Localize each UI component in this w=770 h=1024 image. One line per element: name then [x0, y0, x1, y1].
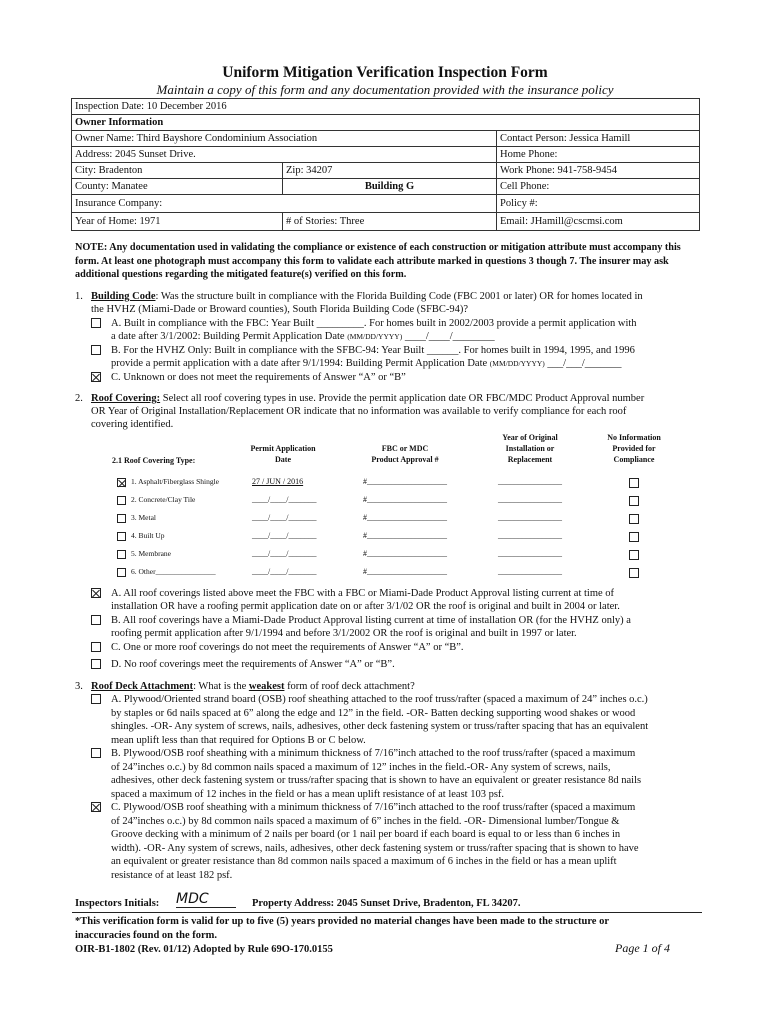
roof-type-checkbox[interactable] [117, 568, 126, 577]
q2-a-line2: installation OR have a roofing permit application date on or after 3/1/02 OR the roof is original and built in 2004 or later. [111, 601, 620, 612]
permit-date[interactable]: ____/____/_______ [252, 567, 317, 576]
q3-a-checkbox[interactable] [91, 694, 101, 704]
q2-d: D. No roof coverings meet the requirements of Answer “A” or “B”. [111, 659, 395, 670]
q2-text2: OR Year of Original Installation/Replacement OR indicate that no information was available to verify compliance for each roof [91, 406, 627, 417]
cell-phone: Cell Phone: [497, 179, 700, 195]
home-phone: Home Phone: [497, 147, 700, 163]
q3-question: Roof Deck Attachment: What is the weakest form of roof deck attachment? [91, 681, 415, 692]
year-of-home: Year of Home: 1971 [72, 213, 283, 231]
roof-type-label: 4. Built Up [131, 531, 165, 540]
q2-d-checkbox[interactable] [91, 659, 101, 669]
form-subtitle: Maintain a copy of this form and any documentation provided with the insurance policy [156, 82, 614, 97]
q1-b-line1: B. For the HVHZ Only: Built in compliance with the SFBC-94: Year Built ______. For homes built in 1994, 1995, and 1996 [111, 345, 635, 356]
q2-b-line2: roofing permit application after 9/1/1994 and before 3/1/2002 OR the roof is original and built in 1997 or later. [111, 628, 577, 639]
permit-date[interactable]: 27 / JUN / 2016 [252, 477, 304, 486]
roof-type-label: 1. Asphalt/Fiberglass Shingle [131, 477, 219, 486]
q2-c: C. One or more roof coverings do not meet the requirements of Answer “A” or “B”. [111, 642, 464, 653]
col-year-installation: Year of Original Installation or Replacement [502, 433, 558, 464]
q3-heading: Roof Deck Attachment [91, 681, 194, 692]
inspector-initials: MDC [176, 891, 236, 908]
inspection-date: Inspection Date: 10 December 2016 [72, 99, 700, 115]
roof-type-label: 2. Concrete/Clay Tile [131, 495, 196, 504]
permit-date[interactable]: ____/____/_______ [252, 513, 317, 522]
building-label: Building G [283, 179, 497, 195]
roof-type-label: 5. Membrane [131, 549, 171, 558]
fbc-approval-field[interactable]: #____________________ [363, 477, 447, 486]
form-id: OIR-B1-1802 (Rev. 01/12) Adopted by Rule 69O-170.0155 [75, 944, 333, 955]
q3-b-checkbox[interactable] [91, 748, 101, 758]
validity-note-1: *This verification form is valid for up to five (5) years provided no material changes have been made to the structure or [75, 916, 609, 927]
q3-c: C. Plywood/OSB roof sheathing with a minimum thickness of 7/16”inch attached to the roof truss/rafter (spaced a maximum of 24”inches o.c.) by 8d common nails spaced a maximum of 6” inches in the field. -OR- Dimensional lumber/Tongue & Groove decking with a minimum of 2 nails per board (or 1 nail per board if each board is equal to or less than 6 inches in width). -OR- Any system of screws, nails, adhesives, other deck fastening system or truss/rafter spacing that is shown to have an equivalent or greater resistance than 8d common nails spaced a maximum of 6 inches in the field or has a mean uplift resistance of at least 182 psf. [111, 802, 639, 881]
q1-c-checkbox[interactable] [91, 372, 101, 382]
year-installation-field[interactable]: ________________ [498, 477, 562, 486]
q2-heading: Roof Covering: [91, 393, 161, 404]
q1-number: 1. [75, 291, 83, 302]
q1-question [91, 290, 703, 303]
col-permit-date: Permit Application Date [250, 444, 316, 464]
q2-text: Select all roof covering types in use. Provide the permit application date OR FBC/MDC Product Approval number [160, 393, 645, 404]
roof-type-checkbox[interactable] [117, 514, 126, 523]
permit-date[interactable]: ____/____/_______ [252, 531, 317, 540]
property-address: Property Address: 2045 Sunset Drive, Bradenton, FL 34207. [252, 898, 521, 909]
q2-a-checkbox[interactable] [91, 588, 101, 598]
fbc-approval-field[interactable]: #____________________ [363, 531, 447, 540]
no-info-checkbox[interactable] [629, 550, 639, 560]
no-info-checkbox[interactable] [629, 568, 639, 578]
year-installation-field[interactable]: ________________ [498, 513, 562, 522]
owner-name: Owner Name: Third Bayshore Condominium Association [72, 131, 497, 147]
contact-person: Contact Person: Jessica Hamill [497, 131, 700, 147]
q2-c-checkbox[interactable] [91, 642, 101, 652]
owner-info-table [71, 98, 700, 231]
footer-divider [72, 912, 702, 913]
col-roof-type: 2.1 Roof Covering Type: [112, 456, 196, 465]
year-installation-field[interactable]: ________________ [498, 495, 562, 504]
no-info-checkbox[interactable] [629, 478, 639, 488]
q2-b-line1: B. All roof coverings have a Miami-Dade Product Approval listing current at time of installation OR (for the HVHZ only) a [111, 615, 631, 626]
form-title: Uniform Mitigation Verification Inspection Form [222, 64, 548, 81]
q3-weakest: weakest [248, 681, 285, 692]
insurance-company: Insurance Company: [72, 195, 497, 213]
policy-number: Policy #: [497, 195, 700, 213]
validity-note-2: inaccuracies found on the form. [75, 930, 218, 941]
col-fbc-approval: FBC or MDC Product Approval # [371, 444, 439, 464]
q1-a-line1: A. Built in compliance with the FBC: Year Built _________. For homes built in 2002/2003 provide a permit application with [111, 318, 637, 329]
permit-date[interactable]: ____/____/_______ [252, 495, 317, 504]
q3-a: A. Plywood/Oriented strand board (OSB) roof sheathing attached to the roof truss/rafter (spaced a maximum of 24” inches o.c.) by staples or 6d nails spaced at 6” along the edge and 12” in the field. -OR- Batten decking supporting wood shakes or wood shingles. -OR- Any system of screws, nails, adhesives, other deck fastening system or truss/rafter spacing that has an equivalent mean uplift less than that required for Options B or C below. [111, 694, 649, 746]
roof-type-label: 3. Metal [131, 513, 156, 522]
address: Address: 2045 Sunset Drive. [72, 147, 497, 163]
q2-question [91, 392, 644, 405]
q1-b-checkbox[interactable] [91, 345, 101, 355]
roof-type-checkbox[interactable] [117, 550, 126, 559]
documentation-note: NOTE: Any documentation used in validating the compliance or existence of each construction or mitigation attribute must accompany this form. At least one photograph must accompany this form to validate each attribute marked in questions 3 though 7. The insurer may ask additional questions regarding the mitigated feature(s) verified on this form. [75, 242, 681, 280]
q1-c: C. Unknown or does not meet the requirements of Answer “A” or “B” [111, 372, 406, 383]
q2-b-checkbox[interactable] [91, 615, 101, 625]
q2-a-line1: A. All roof coverings listed above meet the FBC with a FBC or Miami-Dade Product Approval listing current at time of [111, 588, 615, 599]
year-installation-field[interactable]: ________________ [498, 549, 562, 558]
city: City: Bradenton [72, 163, 283, 179]
col-no-information: No Information Provided for Compliance [607, 433, 661, 464]
q3-number: 3. [75, 681, 83, 692]
fbc-approval-field[interactable]: #____________________ [363, 567, 447, 576]
fbc-approval-field[interactable]: #____________________ [363, 513, 447, 522]
no-info-checkbox[interactable] [629, 496, 639, 506]
fbc-approval-field[interactable]: #____________________ [363, 549, 447, 558]
no-info-checkbox[interactable] [629, 514, 639, 524]
roof-type-checkbox[interactable] [117, 478, 126, 487]
permit-date[interactable]: ____/____/_______ [252, 549, 317, 558]
q2-number: 2. [75, 393, 83, 404]
q3-c-checkbox[interactable] [91, 802, 101, 812]
roof-type-checkbox[interactable] [117, 532, 126, 541]
zip: Zip: 34207 [283, 163, 497, 179]
q1-text: : Was the structure built in compliance with the Florida Building Code (FBC 2001 or later) OR for homes located in [155, 291, 643, 302]
email: Email: JHamill@cscmsi.com [497, 213, 700, 231]
roof-type-label: 6. Other________________ [131, 567, 216, 576]
q1-heading: Building Code [91, 291, 156, 302]
work-phone: Work Phone: 941-758-9454 [497, 163, 700, 179]
county: County: Manatee [72, 179, 283, 195]
stories: # of Stories: Three [283, 213, 497, 231]
year-installation-field[interactable]: ________________ [498, 567, 562, 576]
q2-text3: covering identified. [91, 419, 174, 430]
roof-type-checkbox[interactable] [117, 496, 126, 505]
q1-text2: the HVHZ (Miami-Dade or Broward counties), South Florida Building Code (SFBC-94)? [91, 304, 469, 315]
q1-a-checkbox[interactable] [91, 318, 101, 328]
initials-label: Inspectors Initials: [75, 898, 160, 909]
q3-b: B. Plywood/OSB roof sheathing with a minimum thickness of 7/16”inch attached to the roof truss/rafter (spaced a maximum of 24”inches o.c.) by 8d common nails spaced a maximum of 12” inches in the field.-OR- Any system of screws, nails, adhesives, other deck fastening system or truss/rafter spacing that is shown to have an equivalent or greater resistance 8d nails spaced a maximum of 12 inches in the field or has a mean uplift resistance of at least 103 psf. [111, 748, 642, 800]
q1-a-line2: a date after 3/1/2002: Building Permit Application Date (MM/DD/YYYY) ____/____/________ [111, 331, 495, 342]
owner-info-heading: Owner Information [72, 115, 700, 131]
year-installation-field[interactable]: ________________ [498, 531, 562, 540]
no-info-checkbox[interactable] [629, 532, 639, 542]
page-number: Page 1 of 4 [615, 941, 670, 955]
q1-b-line2: provide a permit application with a date after 9/1/1994: Building Permit Application Date (MM/DD/YYYY) ___/___/_______ [111, 358, 622, 369]
fbc-approval-field[interactable]: #____________________ [363, 495, 447, 504]
